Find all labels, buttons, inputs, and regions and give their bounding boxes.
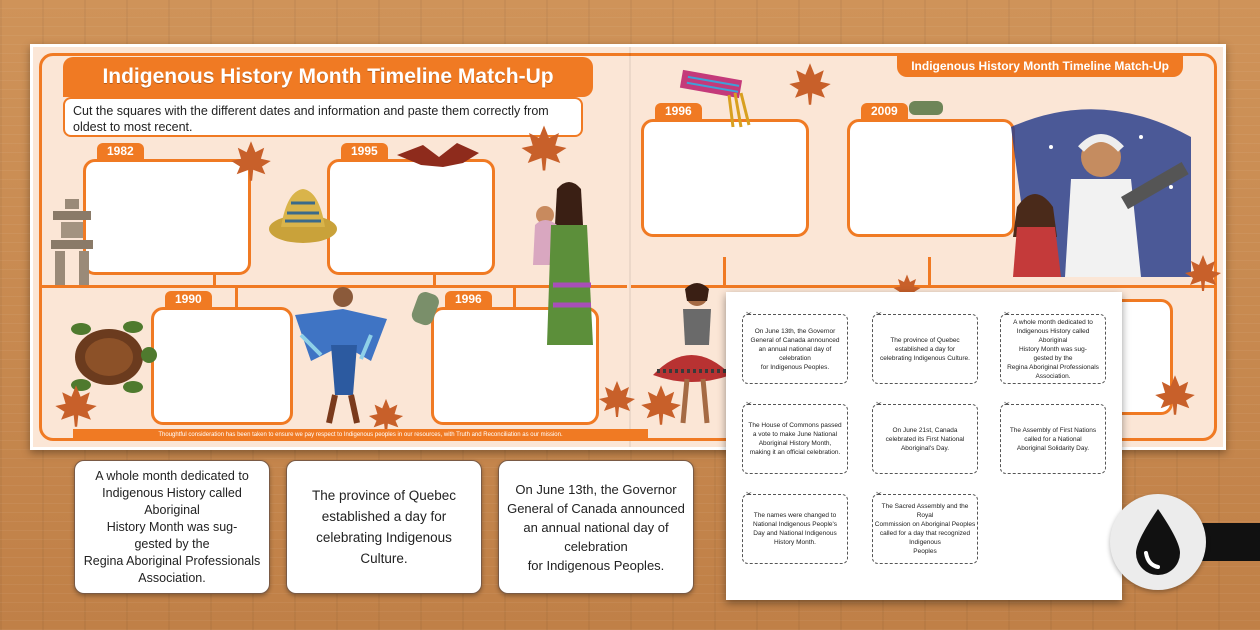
- woven-sash-icon: [677, 69, 757, 129]
- card-line: General of Canada announced: [750, 336, 840, 344]
- card-line: celebrating Indigenous Culture.: [316, 530, 452, 566]
- card-line: Day and National Indigenous: [753, 530, 837, 537]
- fact-card[interactable]: [74, 460, 270, 594]
- card-line: The province of Quebec: [890, 336, 960, 344]
- scissors-icon: ✂: [1004, 401, 1010, 408]
- card-line: gested by the: [134, 536, 210, 551]
- mini-fact-card[interactable]: [1000, 311, 1106, 384]
- worksheet-instructions: Cut the squares with the different dates and information and paste them correctly from oldest to most recent.: [63, 97, 583, 137]
- card-line: On June 13th, the Governor: [754, 327, 836, 335]
- scissors-icon: ✂: [746, 311, 752, 318]
- inukshuk-icon: [47, 197, 97, 287]
- card-line: Aboriginal: [1038, 336, 1068, 344]
- maple-leaf-icon: [53, 383, 99, 429]
- scissors-icon: ✂: [1004, 311, 1010, 318]
- empty-paste-box: [151, 307, 293, 425]
- card-line: Aboriginal: [144, 502, 200, 517]
- card-line: Aboriginal Solidarity Day.: [1016, 444, 1090, 452]
- scissors-icon: ✂: [876, 311, 882, 318]
- card-line: History Month was sug-: [106, 519, 238, 534]
- card-line: Regina Aboriginal Professionals: [83, 553, 261, 568]
- timeline-slot-1982[interactable]: [83, 143, 251, 275]
- card-line: National Indigenous People's: [753, 521, 837, 528]
- timeline-slot-1990[interactable]: [151, 291, 293, 425]
- card-line: gested by the: [1033, 354, 1073, 362]
- year-label: 1982: [97, 143, 144, 160]
- year-label: 1995: [341, 143, 388, 160]
- card-line: History Month was sug-: [1019, 345, 1087, 353]
- card-line: The Sacred Assembly and the: [881, 503, 969, 510]
- stargazing-elder-and-child-icon: [991, 107, 1201, 287]
- empty-paste-box: [83, 159, 251, 275]
- maple-leaf-icon: [519, 123, 569, 173]
- fact-card[interactable]: [286, 460, 482, 594]
- card-line: A whole month dedicated to: [95, 468, 249, 483]
- card-line: General of Canada announced: [507, 500, 685, 516]
- mini-fact-card[interactable]: [872, 311, 978, 384]
- card-line: called for a National: [1024, 435, 1082, 443]
- mother-and-child-icon: [517, 175, 597, 345]
- fact-card[interactable]: [498, 460, 694, 594]
- respect-footnote: Thoughtful consideration has been taken to ensure we pay respect to Indigenous peoples in our resources, with Truth and Reconciliation as our mission.: [73, 429, 648, 441]
- card-line: Commission on Aboriginal Peoples: [874, 521, 976, 528]
- ink-saver-button[interactable]: [1110, 494, 1206, 590]
- empty-paste-box: [327, 159, 495, 275]
- card-line: On June 21st, Canada: [892, 426, 958, 434]
- card-line: established a day for: [321, 509, 447, 524]
- card-line: The House of Commons passed: [748, 422, 842, 429]
- card-line: Indigenous History called: [1016, 327, 1090, 335]
- maple-leaf-icon: [787, 61, 833, 107]
- mini-fact-card[interactable]: [742, 401, 848, 474]
- card-line: celebrated its First National: [885, 435, 965, 443]
- card-line: Regina Aboriginal Professionals: [1007, 363, 1099, 371]
- card-line: Peoples: [913, 548, 937, 555]
- card-line: for Indigenous Peoples.: [527, 557, 665, 573]
- card-line: The names were changed to: [753, 512, 837, 519]
- maple-leaf-icon: [1153, 373, 1197, 417]
- card-line: for Indigenous Peoples.: [760, 363, 830, 371]
- mini-fact-card[interactable]: [742, 311, 848, 384]
- card-line: a vote to make June National: [752, 431, 838, 438]
- card-line: Indigenous: [909, 539, 941, 546]
- year-label: 1990: [165, 291, 212, 308]
- year-label: 1996: [655, 103, 702, 120]
- card-line: making it an official celebration.: [749, 449, 841, 456]
- card-line: The province of Quebec: [311, 488, 457, 503]
- mini-fact-card[interactable]: [872, 491, 978, 564]
- worksheet-title: Indigenous History Month Timeline Match-Up: [63, 57, 593, 97]
- cut-out-sheet: [726, 292, 1122, 600]
- maple-leaf-icon: [229, 139, 273, 183]
- card-line: established a day for: [895, 345, 955, 353]
- timeline-connector: [928, 257, 931, 287]
- card-line: A whole month dedicated to: [1013, 318, 1093, 326]
- year-label: 1996: [445, 291, 492, 308]
- mini-fact-card[interactable]: [742, 491, 848, 564]
- scissors-icon: ✂: [876, 401, 882, 408]
- card-line: The Assembly of First Nations: [1009, 426, 1097, 434]
- timeline-slot-2009[interactable]: [847, 103, 1015, 237]
- card-line: On June 13th, the Governor: [515, 481, 677, 497]
- ink-drop-icon: [1130, 507, 1186, 577]
- maple-leaf-icon: [1183, 253, 1223, 293]
- card-line: called for a day that recognized: [879, 530, 971, 537]
- empty-paste-box: [641, 119, 809, 237]
- card-line: Association.: [1035, 372, 1071, 380]
- woven-hat-icon: [267, 183, 339, 247]
- scissors-icon: ✂: [746, 401, 752, 408]
- scissors-icon: ✂: [746, 491, 752, 498]
- scissors-icon: ✂: [876, 491, 882, 498]
- jingle-dress-dancer-icon: [647, 279, 733, 429]
- card-line: celebration: [779, 354, 811, 362]
- card-line: Royal: [916, 512, 934, 519]
- card-line: celebration: [564, 538, 628, 554]
- card-line: Indigenous History called: [102, 485, 242, 500]
- year-label: 2009: [861, 103, 908, 120]
- card-line: Aboriginal History Month,: [758, 440, 832, 447]
- mini-fact-card[interactable]: [872, 401, 978, 474]
- card-line: an annual national day of: [758, 345, 832, 353]
- dried-plant-icon: [393, 137, 483, 173]
- worksheet-corner-title: Indigenous History Month Timeline Match-Up: [897, 55, 1183, 77]
- sage-bundle-icon: [409, 287, 445, 327]
- card-line: Aboriginal's Day.: [900, 444, 950, 452]
- maple-leaf-icon: [597, 379, 637, 419]
- empty-paste-box: [847, 119, 1015, 237]
- card-line: celebrating Indigenous Culture.: [880, 354, 970, 362]
- mini-fact-card[interactable]: [1000, 401, 1106, 474]
- sage-bundle-icon: [907, 99, 947, 117]
- card-line: Association.: [138, 570, 206, 585]
- card-line: History Month.: [774, 539, 816, 546]
- card-line: an annual national day of: [523, 519, 669, 535]
